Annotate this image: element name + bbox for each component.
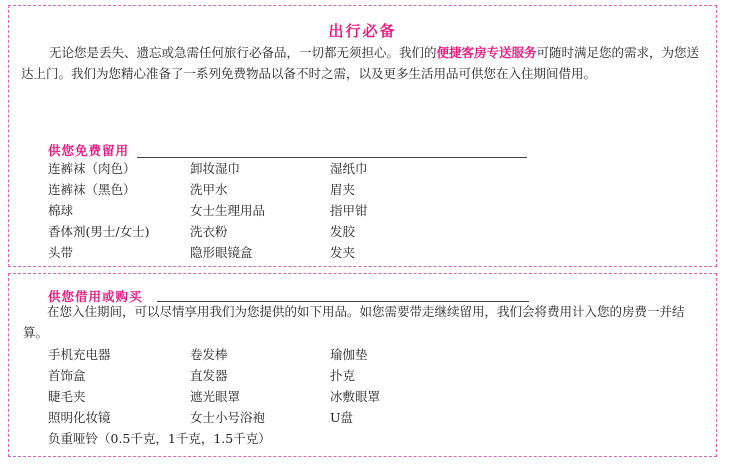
list-item: 指甲钳 [330,203,368,218]
list-item: 头带 [48,245,74,260]
list-item: 卸妆湿巾 [190,161,241,176]
list-item: 直发器 [190,368,228,383]
list-item: 瑜伽垫 [330,347,368,362]
list-item: 连裤袜（肉色） [48,161,136,176]
list-item: 湿纸巾 [330,161,368,176]
list-item: 卷发棒 [190,347,228,362]
intro-text-after: 可随时满足您的需求，为您送达上门。我们为您精心准备了一系列免费物品以备不时之需，以及更多生活用品可供您在入住期间借用。 [21,45,700,81]
free-items-panel [8,5,717,267]
list-item: 香体剂(男士/女士) [48,224,150,239]
list-item: U盘 [330,410,354,425]
list-item: 眉夹 [330,182,356,197]
free-section-heading: 供您免费留用 [48,143,130,158]
list-item: 连裤袜（黑色） [48,182,136,197]
free-items-column-2 [190,158,265,263]
intro-paragraph [21,42,709,84]
list-item: 负重哑铃（0.5千克，1千克，1.5千克） [48,431,271,446]
list-item: 遮光眼罩 [190,389,241,404]
intro-text-before: 无论您是丢失、遗忘或急需任何旅行必备品，一切都无须担心。我们的 [49,45,437,60]
list-item: 洗衣粉 [190,224,228,239]
list-item: 女士生理用品 [190,203,266,218]
list-item: 发夹 [330,245,356,260]
list-item: 手机充电器 [48,347,111,362]
list-item: 睫毛夹 [48,389,86,404]
list-item: 扑克 [330,368,356,383]
borrow-section-heading: 供您借用或购买 [48,289,143,304]
borrow-description: 在您入住期间，可以尽情享用我们为您提供的如下用品。如您需要带走继续留用，我们会将费用计入您的房费一并结算。 [23,304,685,340]
list-item: 照明化妆镜 [48,410,111,425]
page-title: 出行必备 [328,22,397,40]
list-item: 洗甲水 [190,182,228,197]
list-item: 首饰盒 [48,368,86,383]
list-item: 女士小号浴袍 [190,410,266,425]
service-highlight: 便捷客房专送服务 [436,45,537,60]
borrow-items-column-3 [330,344,380,428]
list-item: 棉球 [48,203,74,218]
free-items-column-3 [330,158,368,263]
list-item: 隐形眼镜盒 [190,245,253,260]
list-item: 冰敷眼罩 [330,389,381,404]
free-items-column-1 [48,158,149,263]
borrow-items-panel [8,273,717,457]
list-item: 发胶 [330,224,356,239]
borrow-items-column-2 [190,344,265,428]
